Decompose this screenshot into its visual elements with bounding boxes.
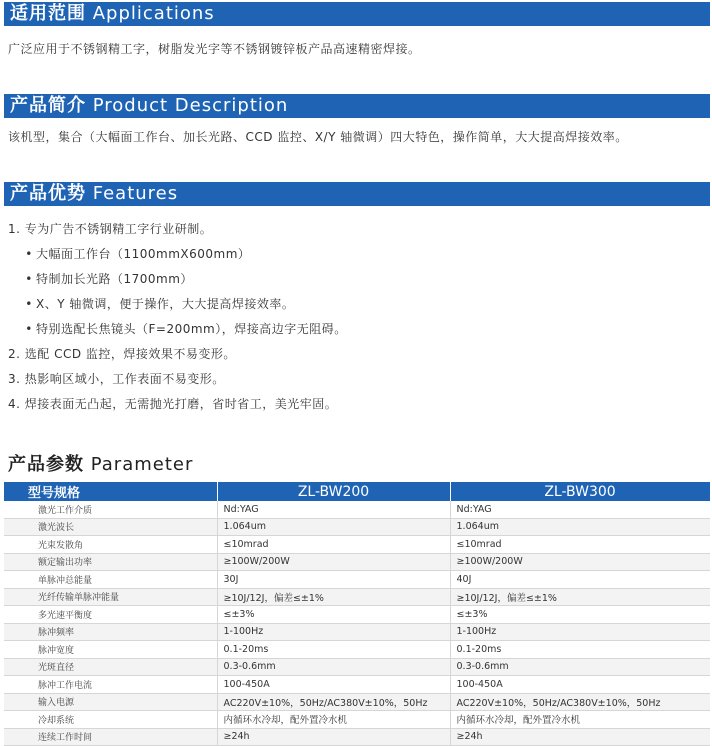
param-name: 脉冲频率 [4, 623, 217, 641]
parameter-heading-cn: 产品参数 [8, 454, 84, 475]
value-model-1: Nd:YAG [217, 501, 450, 518]
table-row [4, 641, 710, 659]
applications-heading-en: Applications [92, 3, 215, 24]
feature-subitem-text: 大幅面工作台（1100mmX600mm） [36, 247, 251, 261]
description-heading [4, 94, 710, 118]
param-name: 连续工作时间 [4, 728, 217, 746]
param-name: 激光波长 [4, 518, 217, 536]
value-model-2: AC220V±10%，50Hz/AC380V±10%，50Hz [450, 693, 710, 711]
table-row [4, 588, 710, 606]
description-heading-en: Product Description [92, 95, 289, 116]
feature-subitem [22, 320, 347, 337]
param-name: 脉冲工作电流 [4, 676, 217, 694]
value-model-2: ≤±3% [450, 606, 710, 624]
table-header-row [4, 482, 710, 501]
param-name: 多光速平衡度 [4, 606, 217, 624]
feature-item: 3. 热影响区域小，工作表面不易变形。 [8, 372, 225, 386]
table-row [4, 571, 710, 589]
value-model-2: ≥100W/200W [450, 553, 710, 571]
header-spec: 型号规格 [4, 482, 217, 501]
parameter-heading-en: Parameter [90, 454, 194, 475]
value-model-2: ≥24h [450, 728, 710, 746]
value-model-2: 0.3-0.6mm [450, 658, 710, 676]
features-heading-cn: 产品优势 [10, 183, 86, 204]
value-model-1: ≤10mrad [217, 536, 450, 554]
param-name: 冷却系统 [4, 711, 217, 729]
param-name: 激光工作介质 [4, 501, 217, 518]
feature-item: 2. 选配 CCD 监控，焊接效果不易变形。 [8, 347, 236, 361]
table-row [4, 623, 710, 641]
value-model-1: 1-100Hz [217, 623, 450, 641]
feature-subitem [22, 245, 250, 262]
features-heading [4, 182, 710, 206]
table-row [4, 606, 710, 624]
value-model-2: 100-450A [450, 676, 710, 694]
features-heading-en: Features [92, 183, 179, 204]
feature-subitem [22, 295, 294, 312]
value-model-1: ≤±3% [217, 606, 450, 624]
feature-item: 4. 焊接表面无凸起，无需抛光打磨，省时省工，美光牢固。 [8, 397, 338, 411]
applications-heading-cn: 适用范围 [10, 3, 86, 24]
description-heading-cn: 产品简介 [10, 95, 86, 116]
param-name: 光束发散角 [4, 536, 217, 554]
table-row [4, 553, 710, 571]
bullet-icon: • [25, 297, 33, 311]
parameter-table [4, 482, 711, 746]
value-model-1: AC220V±10%，50Hz/AC380V±10%，50Hz [217, 693, 450, 711]
table-row [4, 658, 710, 676]
table-row [4, 676, 710, 694]
param-name: 光斑直径 [4, 658, 217, 676]
feature-subitem-text: X、Y 轴微调，便于操作，大大提高焊接效率。 [36, 297, 295, 311]
param-name: 光纤传输单脉冲能量 [4, 588, 217, 606]
param-name: 单脉冲总能量 [4, 571, 217, 589]
header-model-2: ZL-BW300 [450, 482, 710, 501]
table-row [4, 518, 710, 536]
param-name: 额定输出功率 [4, 553, 217, 571]
table-row [4, 693, 710, 711]
param-name: 输入电源 [4, 693, 217, 711]
value-model-2: 0.1-20ms [450, 641, 710, 659]
feature-item: 1. 专为广告不锈钢精工字行业研制。 [8, 222, 213, 236]
value-model-2: ≥10J/12J，偏差≤±1% [450, 588, 710, 606]
value-model-1: ≥24h [217, 728, 450, 746]
table-row [4, 728, 710, 746]
table-row [4, 536, 710, 554]
value-model-1: 0.3-0.6mm [217, 658, 450, 676]
feature-subitem [22, 270, 193, 287]
value-model-1: ≥10J/12J，偏差≤±1% [217, 588, 450, 606]
parameter-heading [8, 450, 193, 476]
description-text: 该机型，集合（大幅面工作台、加长光路、CCD 监控、X/Y 轴微调）四大特色，操作简单，大大提高焊接效率。 [8, 130, 628, 144]
value-model-1: 1.064um [217, 518, 450, 536]
feature-subitem-text: 特制加长光路（1700mm） [36, 272, 193, 286]
applications-heading [4, 2, 710, 26]
param-name: 脉冲宽度 [4, 641, 217, 659]
value-model-1: 100-450A [217, 676, 450, 694]
bullet-icon: • [25, 247, 33, 261]
table-row [4, 501, 710, 518]
applications-text: 广泛应用于不锈钢精工字，树脂发光字等不锈钢镀锌板产品高速精密焊接。 [8, 42, 421, 56]
value-model-1: ≥100W/200W [217, 553, 450, 571]
bullet-icon: • [25, 272, 33, 286]
value-model-2: 1.064um [450, 518, 710, 536]
value-model-1: 30J [217, 571, 450, 589]
value-model-1: 0.1-20ms [217, 641, 450, 659]
bullet-icon: • [25, 322, 33, 336]
value-model-2: 40J [450, 571, 710, 589]
value-model-1: 内循环水冷却，配外置冷水机 [217, 711, 450, 729]
parameter-table-body [4, 501, 710, 746]
table-row [4, 711, 710, 729]
value-model-2: ≤10mrad [450, 536, 710, 554]
value-model-2: Nd:YAG [450, 501, 710, 518]
header-model-1: ZL-BW200 [217, 482, 450, 501]
value-model-2: 1-100Hz [450, 623, 710, 641]
value-model-2: 内循环水冷却，配外置冷水机 [450, 711, 710, 729]
feature-subitem-text: 特别选配长焦镜头（F=200mm），焊接高边字无阻碍。 [36, 322, 347, 336]
